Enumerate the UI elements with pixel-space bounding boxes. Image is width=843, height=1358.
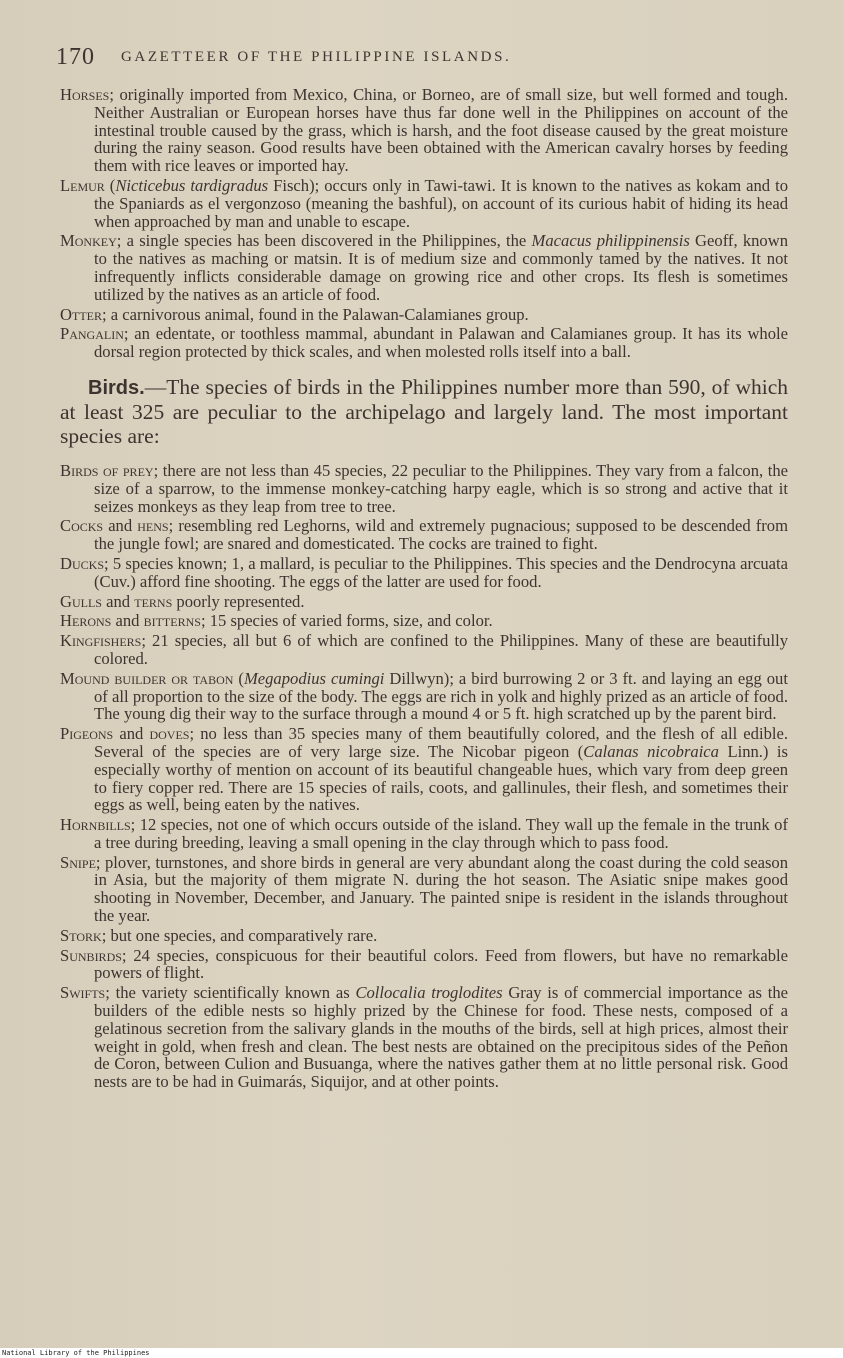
gazetteer-entry (60, 670, 788, 723)
gazetteer-entry (60, 462, 788, 515)
entry-text: ; the variety scientifically known as (105, 983, 356, 1003)
entry-term: Gulls (60, 591, 102, 611)
entry-text: ; plover, turnstones, and shore birds in general are very abundant along the coast during the cold season in Asia, but the majority of them migrate N. during the hot season. The Asiatic snipe makes good shooting in November, December, and January. The painted snipe is resident in the islands throughout the year. (94, 852, 788, 926)
entry-text: ; an edentate, or toothless mammal, abundant in Palawan and Calamianes group. It has its whole dorsal region protected by thick scales, and when molested rolls itself into a ball. (94, 324, 788, 362)
scientific-name: Calanas nicobraica (583, 741, 719, 761)
entry-term: bitterns (143, 611, 201, 631)
entry-text: Gray is of commercial importance as the builders of the edible nests so highly prized by the Chinese for food. These nests, composed of a gelatinous secretion from the salivary glands in the mouths of the birds, sell at high prices, almost their weight in gold, when fresh and clean. The best nests are obtained on the precipitous sides of the Peñon de Coron, between Culion and Busuanga, where the natives gather them at no little personal risk. Good nests are to be had in Guimarás, Siquijor, and at other points. (94, 983, 788, 1092)
bird-entries (60, 462, 788, 1091)
entry-connector: and (111, 611, 144, 631)
gazetteer-entry (60, 612, 788, 630)
entry-text: ; 5 species known; 1, a mallard, is peculiar to the Philippines. This species and the Dendrocyna arcuata (Cuv.) afford fine shooting. The eggs of the latter are used for food. (94, 553, 788, 591)
entry-connector: and (103, 516, 138, 536)
gazetteer-entry (60, 947, 788, 983)
entry-text: ; no less than 35 species many of them beautifully colored, and the flesh of all edible. Several of the species are of very large size. The Nicobar pigeon ( (94, 724, 789, 761)
entry-term: doves (149, 724, 190, 744)
entry-text: ; 24 species, conspicuous for their beautiful colors. Feed from flowers, but have no remarkable powers of flight. (94, 945, 788, 983)
entry-term: Horses (60, 85, 110, 104)
entry-term: Pangalin (60, 324, 124, 344)
entry-term: Otter (60, 304, 102, 324)
birds-introduction (60, 375, 788, 448)
entry-term: terns (134, 591, 173, 611)
scientific-name: Nicticebus tardigradus (115, 175, 269, 195)
entry-text: Geoff, known to the natives as maching or matsin. It is of medium size and commonly tamed by the natives. It not infrequently inflicts considerable damage on growing rice and other crops. Its flesh is sometimes utilized by the natives as an article of food. (94, 231, 789, 304)
entry-text: ; originally imported from Mexico, China, or Borneo, are of small size, but well formed and tough. Neither Australian or European horses have thus far done well in the Philippines on account of the intestinal trouble caused by the grass, which is harsh, and the foot disease caused by the great moisture during the rainy season. Good results have been obtained with the American cavalry horses by feeding them with rice leaves or imported hay. (94, 85, 788, 176)
entry-term: Monkey (60, 231, 117, 251)
gazetteer-entry (60, 632, 788, 668)
gazetteer-entry (60, 177, 788, 230)
gazetteer-entry (60, 984, 788, 1091)
gazetteer-entry (60, 232, 788, 303)
entry-text: ; 12 species, not one of which occurs outside of the island. They wall up the female in the trunk of a tree during breeding, leaving a small opening in the clay through which to pass food. (94, 815, 788, 852)
gazetteer-entry (60, 725, 788, 814)
gazetteer-entry (60, 325, 788, 361)
entry-text: ; a carnivorous animal, found in the Palawan-Calamianes group. (101, 304, 529, 324)
entry-term: Stork (60, 925, 102, 945)
body-text (60, 86, 788, 1091)
entry-term: Kingfishers (60, 631, 142, 651)
entry-term: Lemur (60, 175, 105, 195)
entry-connector: and (113, 724, 150, 744)
entry-text: poorly represented. (172, 591, 305, 611)
birds-intro-text: —The species of birds in the Philippines number more than 590, of which at least 325 are peculiar to the archipelago and largely land. The most important species are: (60, 374, 788, 448)
gazetteer-entry (60, 555, 788, 591)
entry-term: Ducks (60, 553, 104, 573)
entry-text: ; but one species, and comparatively rare. (101, 925, 378, 945)
entry-text: Dillwyn); a bird burrowing 2 or 3 ft. and laying an egg out of all proportion to the size of the body. The eggs are rich in yolk and highly prized as an article of food. The young dig their way to the surface through a mound 4 or 5 ft. high scratched up by the parent bird. (94, 668, 788, 724)
gazetteer-entry (60, 854, 788, 925)
entry-text: Fisch); occurs only in Tawi-tawi. It is known to the natives as kokam and to the Spaniards as el vergonzoso (meaning the bashful), on account of its curious habit of hiding its head when approached by man and unable to escape. (94, 175, 788, 231)
entry-connector: and (101, 591, 135, 611)
running-header (56, 40, 796, 74)
entry-term: Sunbirds (60, 945, 122, 965)
entry-term: Pigeons (60, 724, 114, 744)
entry-text: ; there are not less than 45 species, 22 peculiar to the Philippines. They vary from a falcon, the size of a sparrow, to the immense monkey-catching harpy eagle, which is so strong and active that it seizes monkeys as they leap from tree to tree. (94, 460, 788, 516)
entry-text: ; a single species has been discovered in the Philippines, the (116, 231, 532, 251)
entry-text: Linn.) is especially worthy of mention on account of its beautiful changeable hues, which vary from deep green to fiery copper red. There are 15 species of rails, coots, and gallinules, their flesh, and sometimes their eggs as well, being eaten by the natives. (94, 741, 788, 815)
entry-term: hens (137, 516, 169, 536)
entry-term: Snipe (60, 852, 96, 872)
entry-term: Birds of prey (60, 460, 154, 480)
page-number: 170 (56, 43, 95, 70)
gazetteer-entry (60, 517, 788, 553)
entry-text: ( (233, 668, 244, 688)
entry-text: ( (104, 175, 116, 195)
entry-text: ; 15 species of varied forms, size, and color. (200, 611, 493, 631)
library-credit: National Library of the Philippines (2, 1349, 302, 1358)
scientific-name: Megapodius cumingi (243, 668, 385, 688)
scientific-name: Macacus philippinensis (531, 231, 690, 251)
running-title: GAZETTEER OF THE PHILIPPINE ISLANDS. (121, 48, 512, 65)
entry-term: Herons (60, 611, 112, 631)
mammal-entries (60, 86, 788, 361)
entry-term: Cocks (60, 516, 104, 536)
gazetteer-entry (60, 306, 788, 324)
gazetteer-entry (60, 927, 788, 945)
entry-term: Mound builder or tabon (60, 668, 234, 688)
entry-text: ; resembling red Leghorns, wild and extremely pugnacious; supposed to be descended from the jungle fowl; are snared and domesticated. The cocks are trained to fight. (94, 516, 788, 554)
gazetteer-entry (60, 593, 788, 611)
birds-heading: Birds. (88, 376, 145, 399)
entry-text: ; 21 species, all but 6 of which are confined to the Philippines. Many of these are beautifully colored. (94, 631, 788, 668)
gazetteer-entry (60, 86, 788, 175)
entry-term: Swifts (60, 983, 106, 1003)
entry-term: Hornbills (60, 815, 131, 835)
gazetteer-entry (60, 816, 788, 852)
scientific-name: Collocalia troglodites (355, 983, 503, 1003)
